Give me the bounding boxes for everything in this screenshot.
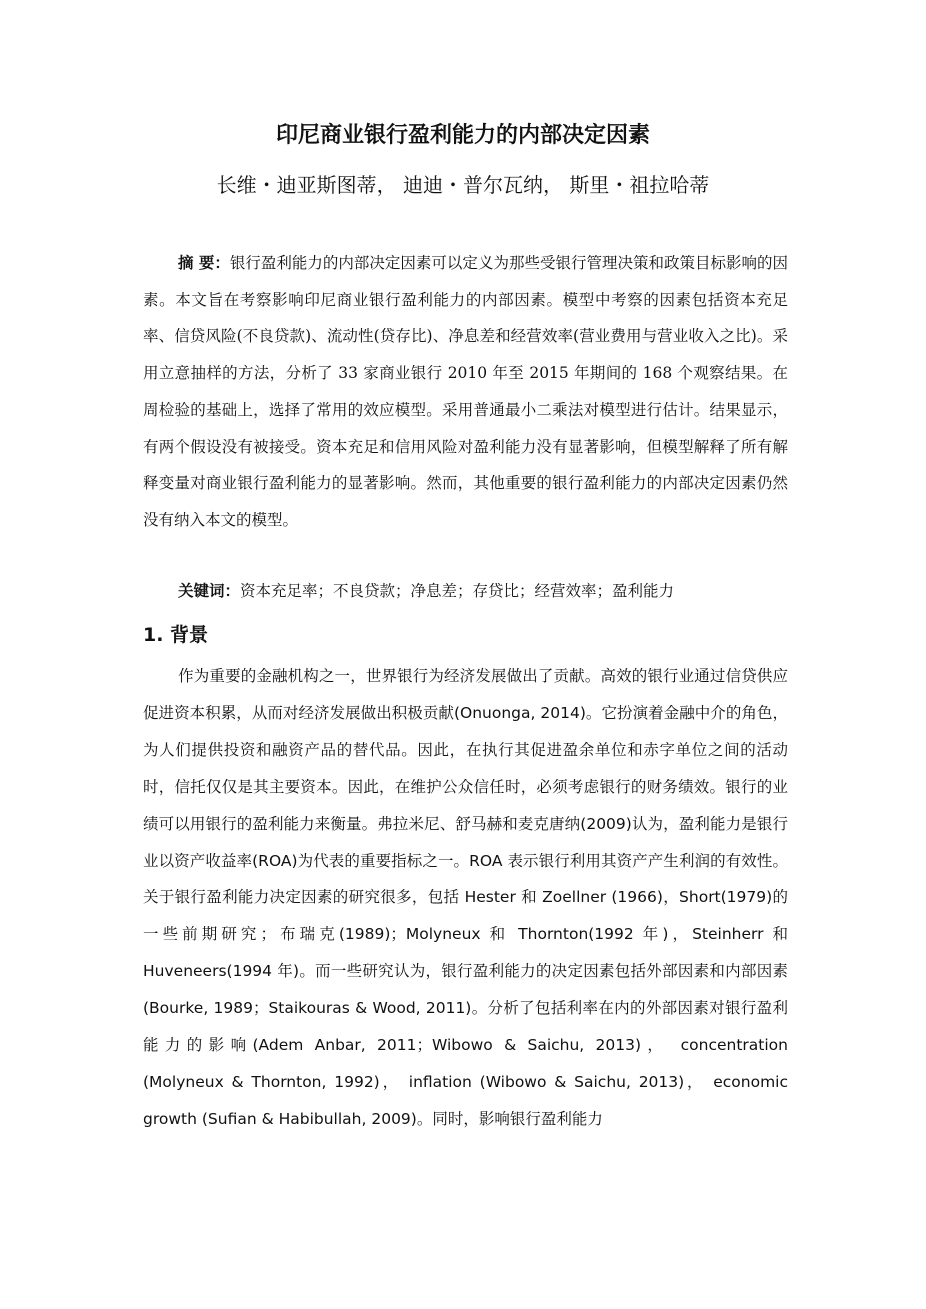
abstract-paragraph (143, 245, 788, 539)
paper-authors: 长维・迪亚斯图蒂， 迪迪・普尔瓦纳， 斯里・祖拉哈蒂 (216, 173, 710, 197)
body-paragraph (143, 658, 788, 1138)
section-heading: 1. 背景 (143, 624, 209, 646)
keywords-text: 资本充足率；不良贷款；净息差；存贷比；经营效率；盈利能力 (240, 582, 675, 600)
abstract-label: 摘 要： (178, 254, 230, 272)
body-text: 作为重要的金融机构之一，世界银行为经济发展做出了贡献。高效的银行业通过信贷供应促进资本积累，从而对经济发展做出积极贡献(Onuonga, 2014)。它扮演着金融中介的角色，为人们提供投资和融资产品的替代品。因此，在执行其促进盈余单位和赤字单位之间的活动时，信托仅仅是其主要资本。因此，在维护公众信任时，必须考虑银行的财务绩效。银行的业绩可以用银行的盈利能力来衡量。弗拉米尼、舒马赫和麦克唐纳(2009)认为，盈利能力是银行业以资产收益率(ROA)为代表的重要指标之一。ROA 表示银行利用其资产产生利润的有效性。关于银行盈利能力决定因素的研究很多，包括 Hester 和 Zoellner (1966)，Short(1979)的一些前期研究；布瑞克(1989)；Molyneux 和 Thornton(1992 年)，Steinherr 和 Huveneers(1994 年)。而一些研究认为，银行盈利能力的决定因素包括外部因素和内部因素(Bourke, 1989；Staikouras & Wood, 2011)。分析了包括利率在内的外部因素对银行盈利能力的影响(Adem Anbar, 2011；Wibowo & Saichu, 2013)， concentration (Molyneux & Thornton, 1992)， inflation (Wibowo & Saichu, 2013)， economic growth (Sufian & Habibullah, 2009)。同时，影响银行盈利能力 (143, 667, 788, 1128)
keywords-label: 关键词： (178, 582, 241, 600)
paper-title: 印尼商业银行盈利能力的内部决定因素 (275, 123, 650, 148)
abstract-text: 银行盈利能力的内部决定因素可以定义为那些受银行管理决策和政策目标影响的因素。本文旨在考察影响印尼商业银行盈利能力的内部因素。模型中考察的因素包括资本充足率、信贷风险(不良贷款)、流动性(贷存比)、净息差和经营效率(营业费用与营业收入之比)。采用立意抽样的方法，分析了 33 家商业银行 2010 年至 2015 年期间的 168 个观察结果。在周检验的基础上，选择了常用的效应模型。采用普通最小二乘法对模型进行估计。结果显示，有两个假设没有被接受。资本充足和信用风险对盈利能力没有显著影响，但模型解释了所有解释变量对商业银行盈利能力的显著影响。然而，其他重要的银行盈利能力的内部决定因素仍然没有纳入本文的模型。 (143, 254, 788, 529)
keywords-paragraph (178, 573, 788, 609)
